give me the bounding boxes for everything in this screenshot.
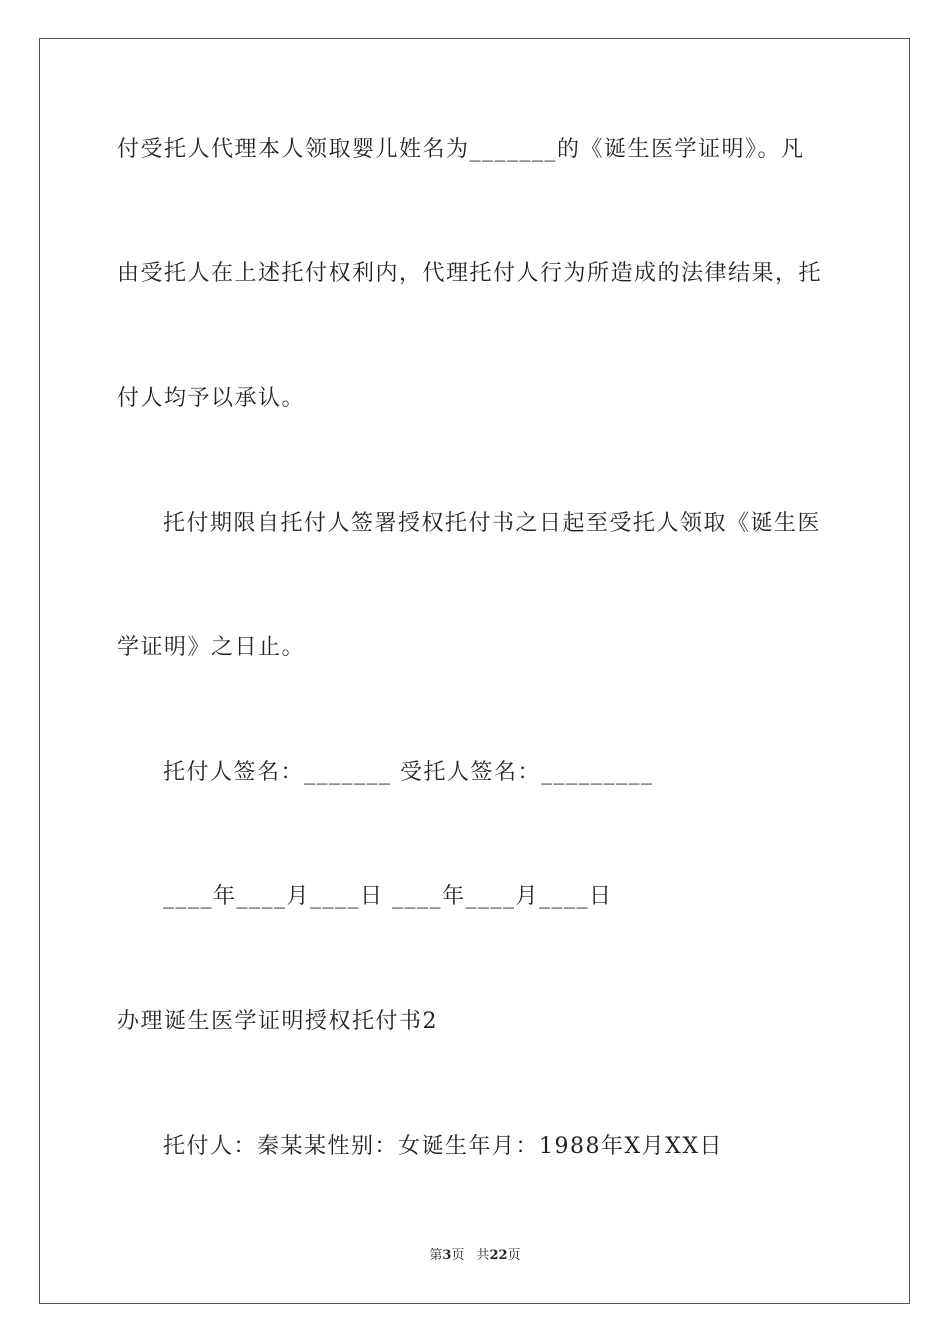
date-line: ____年____月____日 ____年____月____日 bbox=[163, 884, 613, 909]
footer-page-suffix: 页 bbox=[451, 1248, 465, 1263]
body-line-1: 付受托人代理本人领取婴儿姓名为_______的《诞生医学证明》。凡 bbox=[117, 137, 805, 162]
page-footer bbox=[0, 1247, 950, 1265]
footer-total-pages: 22 bbox=[489, 1248, 508, 1263]
principal-info-line: 托付人：秦某某性别：女诞生年月：1988年X月XX日 bbox=[163, 1134, 723, 1159]
body-line-2: 由受托人在上述托付权利内，代理托付人行为所造成的法律结果，托 bbox=[117, 261, 823, 286]
body-line-4: 托付期限自托付人签署授权托付书之日起至受托人领取《诞生医 bbox=[163, 511, 822, 536]
section-heading: 办理诞生医学证明授权托付书2 bbox=[117, 1009, 438, 1034]
body-line-3: 付人均予以承认。 bbox=[117, 386, 306, 411]
body-line-5: 学证明》之日止。 bbox=[117, 635, 306, 660]
signature-line: 托付人签名：_______ 受托人签名：_________ bbox=[163, 760, 654, 785]
footer-total-prefix: 共 bbox=[476, 1248, 490, 1263]
footer-page-number: 3 bbox=[442, 1248, 452, 1263]
footer-total-suffix: 页 bbox=[507, 1248, 521, 1263]
footer-page-prefix: 第 bbox=[429, 1248, 443, 1263]
page-border bbox=[39, 38, 910, 1304]
